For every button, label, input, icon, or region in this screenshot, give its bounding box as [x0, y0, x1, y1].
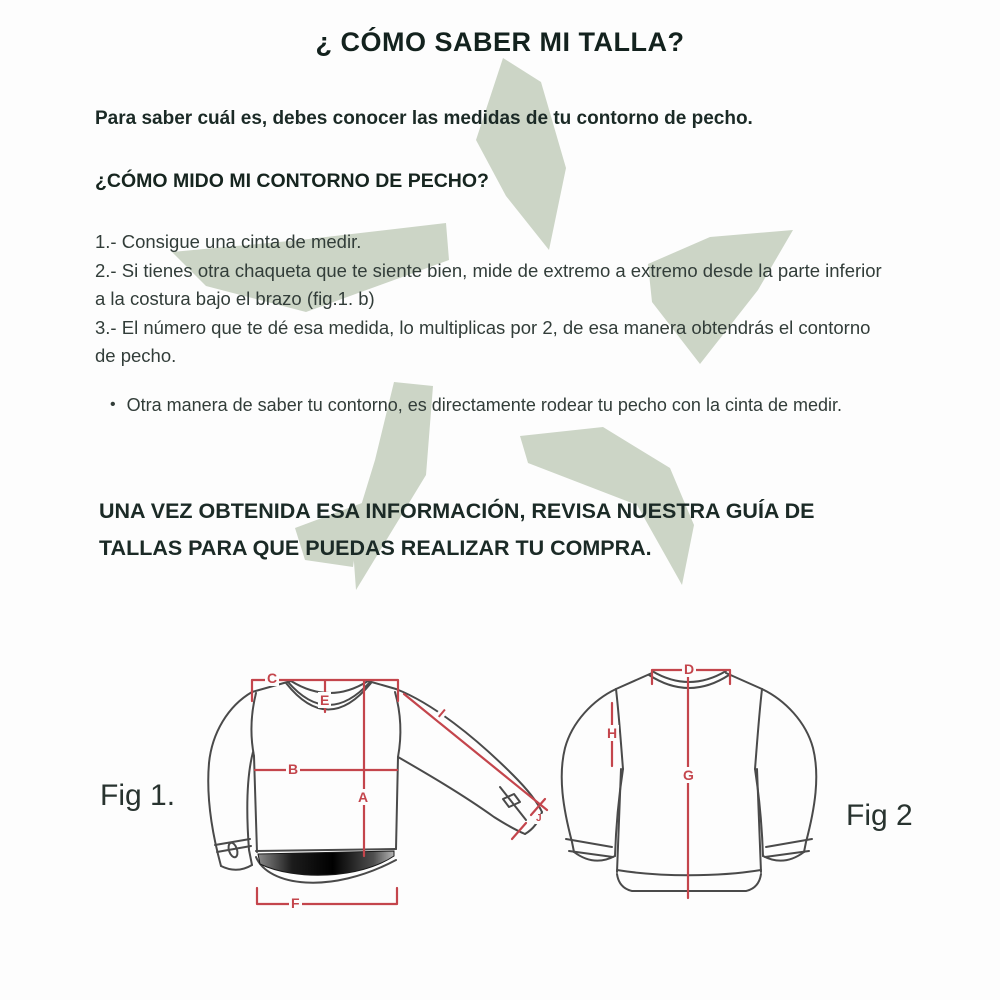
measure-label-H: H	[607, 725, 618, 741]
measure-label-C: C	[267, 670, 278, 686]
step-1: 1.- Consigue una cinta de medir.	[95, 231, 362, 252]
step-3: 3.- El número que te dé esa medida, lo multiplicas por 2, de esa manera obtendrás el contorno de pecho.	[95, 316, 871, 366]
watermark-blade-top	[476, 58, 566, 250]
step-2: 2.- Si tienes otra chaqueta que te siente bien, mide de extremo a extremo desde la parte inferior a la costura bajo el brazo (fig.1. b)	[95, 259, 882, 309]
section-heading: ¿CÓMO MIDO MI CONTORNO DE PECHO?	[95, 170, 489, 192]
steps-list	[95, 228, 890, 371]
measure-label-J: J	[536, 813, 542, 824]
fig1-caption: Fig 1.	[100, 779, 176, 812]
fig2-caption: Fig 2	[846, 799, 913, 832]
measure-label-A: A	[358, 789, 369, 805]
measure-label-E: E	[320, 692, 330, 708]
page-title: ¿ CÓMO SABER MI TALLA?	[315, 27, 685, 57]
intro-text: Para saber cuál es, debes conocer las medidas de tu contorno de pecho.	[95, 108, 753, 129]
bullet-marker: •	[110, 396, 116, 413]
bullet-item	[110, 391, 850, 420]
measure-label-B: B	[288, 761, 299, 777]
measure-label-D: D	[684, 661, 695, 677]
measure-label-I: I	[435, 705, 449, 721]
measure-label-G: G	[683, 767, 694, 783]
measure-label-F: F	[291, 895, 300, 911]
closing-statement: UNA VEZ OBTENIDA ESA INFORMACIÓN, REVISA NUESTRA GUÍA DE TALLAS PARA QUE PUEDAS REALIZAR TU COMPRA.	[99, 499, 815, 560]
bullet-note: Otra manera de saber tu contorno, es directamente rodear tu pecho con la cinta de medir.	[126, 395, 843, 415]
